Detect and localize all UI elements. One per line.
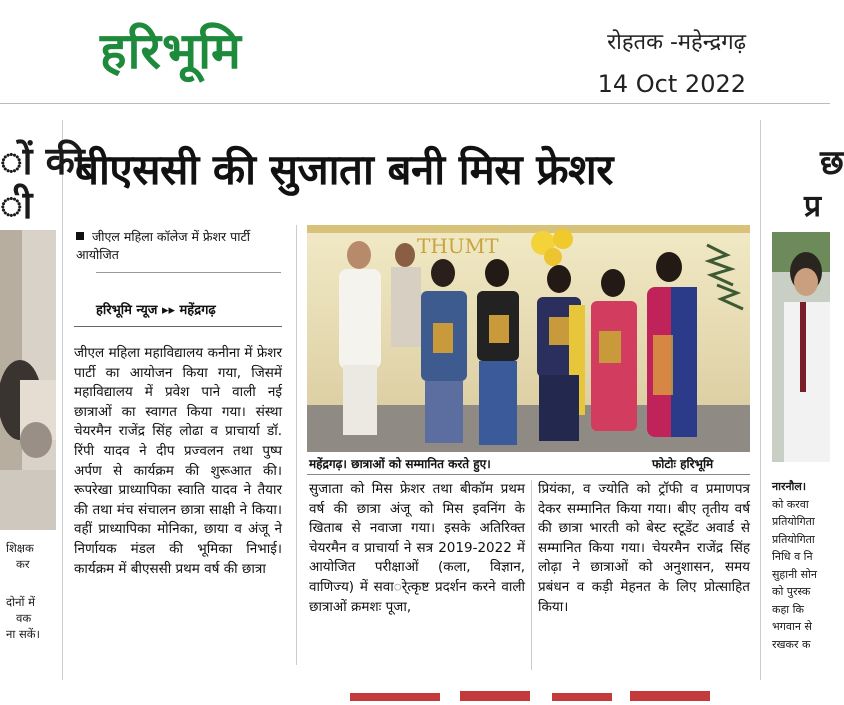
column-divider (760, 120, 761, 680)
adjacent-photo (772, 232, 830, 462)
article-body-column-3: प्रियंका, व ज्योति को ट्रॉफी व प्रमाणपत्र देकर सम्मानित किया गया। बीए तृतीय वर्ष की छात्रा भारती को बेस्ट स्टूडेंट अवार्ड से सम्मानित किया गया। चेयरमैन राजेंद्र सिंह लोढ़ा ने छात्राओं को अनुशासन, समय प्रबंधन व कड़ी मेहनत के लिए प्रोत्साहित किया। (538, 481, 750, 615)
adjacent-article-right (770, 120, 844, 700)
adjacent-headline-fragment: ी (0, 183, 33, 227)
article-body-column-1: जीएल महिला महाविद्यालय कनीना में फ्रेशर पार्टी का आयोजन किया गया, जिसमें महाविद्यालय में प्रवेश पाने वाली नई छात्राओं का स्वागत किया गया। संस्था चेयरमैन राजेंद्र सिंह लोढा व प्राचार्या डॉ. रिंपी यादव ने दीप प्रज्वलन तथा पुष्प अर्पण से कार्यक्रम की शुरूआत की। रूपरेखा प्राध्यापिका स्वाति यादव ने तैयार की तथा मंच संचालन छात्रा साक्षी ने किया। वहीं प्राध्यापिका मोनिका, छाया व अंजू ने निर्णायक मंडल की भूमिका निभाई। कार्यक्रम में बीएससी प्रथम वर्ष की छात्रा (74, 345, 282, 577)
banner-text: THUMT (417, 234, 499, 258)
edition-label: रोहतक -महेन्द्रगढ़ (607, 30, 746, 55)
column-divider (531, 480, 532, 670)
adjacent-body-text: नारनौल। को करवा प्रतियोगिता प्रतियोगिता निधि व नि सुहानी सोन को पुरस्क कहा कि भगवान से रखकर क (772, 480, 817, 651)
adjacent-headline-fragment: ों की (0, 139, 85, 183)
masthead-rule (0, 103, 830, 104)
next-article-headline-fragment (320, 686, 740, 700)
masthead-logo: हरिभूमि (100, 22, 242, 80)
article-headline: बीएससी की सुजाता बनी मिस फ्रेशर (75, 145, 613, 194)
adjacent-headline-fragment: प्र (804, 189, 822, 224)
photo-caption: महेंद्रगढ़। छात्राओं को सम्मानित करते हुए। (309, 457, 491, 471)
article-body-column-2: सुजाता को मिस फ्रेशर तथा बीकॉम प्रथम वर्ष की छात्रा अंजू को मिस इवनिंग के खिताब से नवाजा गया। इसके अतिरिक्त चेयरमैन व प्राचार्या ने सत्र 2019-2022 में आयोजित परीक्षाओं (कला, विज्ञान, वाणिज्य) में सवार्ेत्कृष्ट प्रदर्शन करने वाली छात्राओं क्रमशः पूजा, (309, 481, 525, 615)
article-subhead: जीएल महिला कॉलेज में फ्रेशर पार्टी आयोजित (76, 229, 251, 262)
adjacent-headline-fragment: छ (820, 143, 844, 183)
publication-date: 14 Oct 2022 (597, 70, 746, 98)
adjacent-photo (0, 230, 56, 530)
bullet-icon (76, 232, 84, 240)
byline-rule (74, 326, 282, 327)
photo-credit: फोटोः हरिभूमि (652, 457, 714, 471)
column-divider (62, 120, 63, 680)
adjacent-body-text: शिक्षक कर दोनों में वक ना सकें। (6, 541, 40, 641)
article-photo (307, 225, 750, 452)
article-byline: हरिभूमि न्यूज ▸▸ महेंद्रगढ़ (96, 303, 216, 318)
adjacent-article-left (0, 120, 85, 700)
column-divider (296, 225, 297, 665)
subhead-rule (96, 272, 281, 273)
